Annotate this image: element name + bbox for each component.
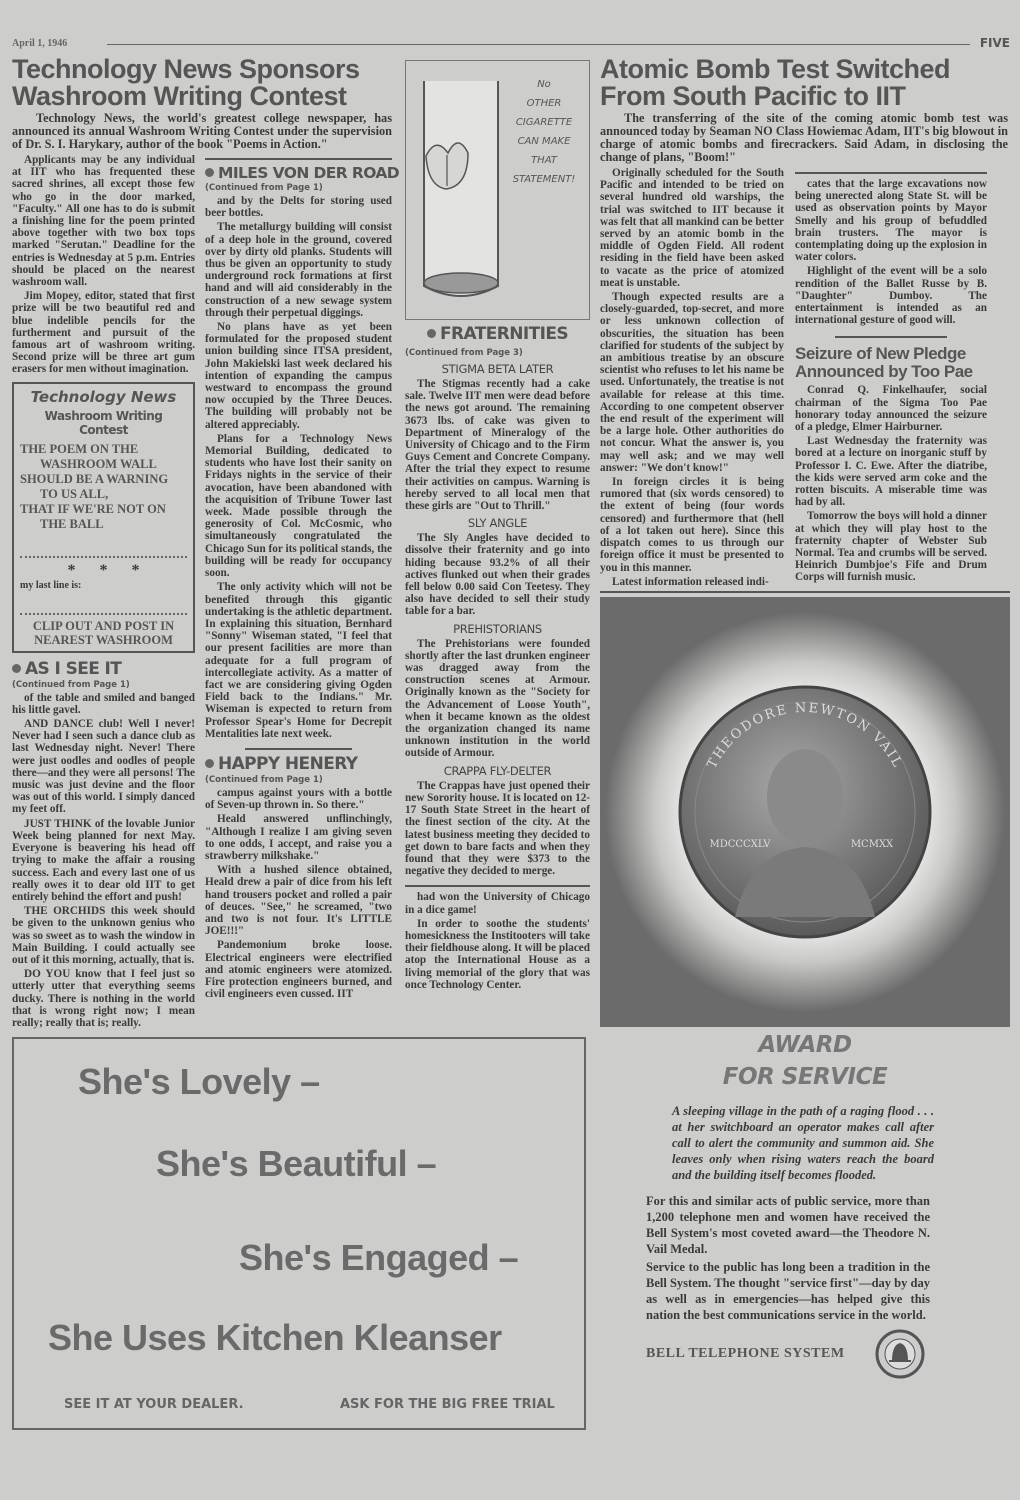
ad-line: She's Engaged – [239,1237,519,1279]
paragraph: had won the University of Chicago in a dice game! [405,891,590,916]
paragraph: Highlight of the event will be a solo rendition of the Ballet Russe by B. "Daughter" Dumboy. The entertainment is intended as an international gesture of good will. [795,265,987,327]
headline-line: From South Pacific to IIT [600,81,906,111]
paragraph: For this and similar acts of public service, more than 1,200 telephone men and women have received the Bell System's most coveted award—the Theodore N. Vail Medal. [646,1193,930,1256]
contest-entry-box [12,382,195,653]
column-5 [795,172,987,584]
dotted-line [20,546,187,558]
paragraph: AND DANCE club! Well I never! Never had I seen such a dance club as last Wednesday night. Never! There were just oodles and oodles of people there—and they were all persons! The music was just devine and the floor was out of this world. I simply danced my feet off. [12,718,195,816]
atomic-headline [600,56,1010,110]
svg-text:THEODORE NEWTON VAIL: THEODORE NEWTON VAIL [704,700,906,772]
divider [245,748,352,750]
contest-headline [12,56,392,110]
headline-line: Washroom Writing Contest [12,81,347,111]
paragraph: The metallurgy building will consist of a deep hole in the ground, covered over by dirty old planks. Students will thus be given an opportunity to study underground rock formations at first hand and will aid considerably in the construction of a new sewage system through their perpetual diggings. [205,221,392,319]
left-columns [12,56,590,1029]
paragraph: With a hushed silence obtained, Heald drew a pair of dice from his left hand trousers pocket and rolled a pair of deuces. "See," he screamed, "two and two is not four. It's LITTLE JOE!!!" [205,864,392,938]
subsection-title: CRAPPA FLY-DELTER [443,763,552,778]
poem-line: THE BALL [40,516,104,531]
bullet-icon [427,329,436,338]
column-2 [205,158,400,1001]
paragraph: Latest information released indi- [612,575,769,588]
last-line-label: my last line is: [20,579,82,591]
issue-date: April 1, 1946 [12,38,68,49]
paragraph: cates that the large excavations now being unerected along State St. will be used as observation points by Mayor Smelly and his group of befuddled brain trusters. The mayor is contemplating doing up the explosion in water colors. [795,178,987,264]
poem-line: THE POEM ON THE [20,441,139,456]
paragraph: Plans for a Technology News Memorial Building, dedicated to students who have lost their sanity on Fridays nights in the service of their avocation, have been abandoned with the acquisition of Tribune Tower last week. Made possible through the generosity of Col. McCosmic, who simultaneously congratulated the Chicago Sun for its political stands, the building will be ready for occupancy soon. [205,432,392,580]
bullet-icon [12,664,21,673]
cigarette-cartoon [405,60,590,320]
paragraph: Jim Mopey, editor, stated that first prize will be two beautiful red and blue indelible pencils for the furtherment and pursuit of the famous art of washroom writing. Second prize will be three art gum erasers for men without imagination. [12,290,195,376]
paragraph: campus against yours with a bottle of Seven-up thrown in. So there." [205,786,392,812]
divider [405,885,590,887]
paragraph: The Crappas have just opened their new Sorority house. It is located on 12-17 South State Street in the heart of the finest section of the city. At the latest business meeting they decided to get down to bare facts and when they found that they were $373 to the negative they decided to merge. [405,779,591,878]
pledge-headline: Seizure of New Pledge Announced by Too Pae [795,344,973,382]
paragraph: DO YOU know that I feel just so utterly utter that everything seems ducky. There is nothing in the world that is wrong right now; I mean really; really that is; really. [12,968,195,1029]
section-heading-as-i-see-it: AS I SEE IT [12,659,195,679]
box-footer: CLIP OUT AND POST IN NEAREST WASHROOM [32,618,175,647]
bottom-rule [600,591,1010,593]
paragraphs [205,195,392,740]
paragraphs [795,384,987,583]
masthead [12,38,1010,52]
paragraph: Service to the public has long been a tradition in the Bell System. The thought "service first"—day by day as well as in emergencies—has helped give this nation the best communications service in the world. [646,1259,930,1322]
ad-line: She's Lovely – [78,1061,320,1103]
paragraph: Heald answered unflinchingly, "Although I realize I am giving seven to one odds, I accept, and raise you a strawberry milkshake." [205,813,392,862]
paragraph: The only activity which will not be benefited through this gigantic undertaking is the athletic department. In explaining this situation, Bernhard "Sonny" Wiseman stated, "I feel that our present facilities are more than adequate for a full program of intercollegiate activity. As a matter of fact we are considering giving Ogden Field back to the Indians." Mr. Wiseman is expected to return from Professor Spear's Home for Decrepit Mentalities late next week. [205,581,392,740]
paragraph: Applicants may be any individual at IIT who has frequented these sacred shrines, all except those few who go in the door marked, "Faculty." All one has to do is submit a finishing line for the poem printed above together with two box tops marked "Serutan." Deadline for the entries is Wednesday at 5 p.m. Entries should be placed on the nearest washroom wall. [12,154,195,289]
paragraph: In foreign circles it is being rumored that (six words censored) to the extent of being (four words censored) and furthermore that (hell of a lot taken out here). Since this dispatch comes to us through our foreign office it must be presented to you in this manner. [600,476,784,574]
right-half [600,56,1010,1379]
headline-line: Atomic Bomb Test Switched [600,54,951,84]
continued-note: (Continued from Page 1) [205,183,323,193]
stars: * * * [67,561,140,579]
paragraphs [646,1193,930,1323]
bell-logo-icon [875,1329,925,1379]
paragraph: THE ORCHIDS this week should be given to the unknown genius who was so sweet as to wash the window in Main Building. I could actually see out of it this morning, actually, that is. [12,905,195,966]
ad-footer-right: ASK FOR THE BIG FREE TRIAL [340,1397,555,1413]
box-subtitle: Washroom Writing Contest [44,408,163,437]
poem-line: SHOULD BE A WARNING [20,471,169,486]
column-3 [405,324,590,991]
paragraph: In order to soothe the students' homesickness the Institooters will take their fieldhouse along. It will be placed atop the International House as a living memorial of the glory that was once Technology Center. [405,917,590,991]
subsections [405,362,590,877]
paragraphs [600,167,784,588]
divider [835,336,947,338]
columns-1-2 [12,154,400,1029]
masthead-rule [107,44,970,45]
subsection-title: PREHISTORIANS [453,621,542,636]
paragraph: of the table and smiled and banged his little gavel. [12,691,195,716]
cartoon-caption: No OTHER CIGARETTE CAN MAKE THAT STATEMENT! [512,79,576,185]
continued-note: (Continued from Page 1) [205,774,323,785]
paragraph: A sleeping village in the path of a raging flood . . . at her switchboard an operator makes call after call to alert the community and summon aid. She leaves only when rising waters reach the board and the building itself becomes flooded. [672,1103,934,1182]
svg-text:MCMXX: MCMXX [850,838,894,850]
contest-story [12,54,400,1029]
bell-signature-row [646,1329,1010,1379]
continued-note: (Continued from Page 3) [405,348,523,358]
divider [795,172,987,174]
paragraphs [12,692,195,1029]
entry-line[interactable] [20,603,187,615]
column-3-wrapper [405,60,590,991]
ad-title: AWARD FOR SERVICE [722,1031,888,1090]
paragraphs [205,787,392,1000]
subsection-title: SLY ANGLE [467,516,528,531]
paragraph: Tomorrow the boys will hold a dinner at which they will play host to the fraternity chapter of Webster Sub Normal. Tea and crumbs will be served. Heinrich Dumbjoe's Fife and Drum Corps will furnish music. [795,510,987,584]
paragraphs [12,154,195,376]
paragraph: Originally scheduled for the South Pacific and intended to be tried on several hundred old warships, the trial was switched to IIT because it was felt that all mankind can be better served by an atomic bomb in the middle of Ogden Field. All rodent residing in the field have been asked to vacate as the price of atomized meat is unstable. [600,167,784,289]
page-number: FIVE [979,36,1010,50]
svg-text:MDCCCXLV: MDCCCXLV [709,838,771,850]
column-1 [12,154,195,1029]
bullet-icon [205,759,214,768]
left-half [12,56,590,1430]
paragraph: The Stigmas recently had a cake sale. Twelve IIT men were dead before the news got around. The remaining 3673 lbs. of cake was given to Department of Mineralogy of the University of Chicago and to the Firm Guys Cement and Concrete Company. After the trial they expect to resume their activities on campus. Warning is hereby served to all local men that these girls are "Out to Thrill." [405,378,590,513]
ad-line: She's Beautiful – [156,1143,437,1185]
paragraph: and by the Delts for storing used beer bottles. [205,195,392,220]
lead-paragraph: The transferring of the site of the coming atomic bomb test was announced today by Seaman NO Class Howiemac Adam, IIT's big blowout in charge of atomic bombs and firecrackers. Said Adam, in disclosing the change of plans, "Boom!" [600,111,1008,164]
headline-line: Technology News Sponsors [12,54,360,84]
kleanser-ad [12,1037,586,1430]
poem-line: THAT IF WE'RE NOT ON [20,501,166,516]
vail-medal-photo [600,597,1010,1027]
paragraph: Pandemonium broke loose. Electrical engineers were electrified and atomic engineers were atomized. Fire protection engineers burned, and civil engineers even cussed. IIT [205,939,392,1001]
lead-paragraph: Technology News, the world's greatest college newspaper, has announced its annual Washroom Writing Contest under the supervision of Dr. S. I. Harykary, author of the book "Poems in Action." [12,111,392,151]
bullet-icon [205,168,214,177]
paragraph: Conrad Q. Finkelhaufer, social chairman of the Sigma Too Pae honorary today announced the seizure of a pledge, Elmer Hairburner. [795,384,987,434]
paragraph: No plans have as yet been formulated for the proposed student union building since ITSA president, John Makielski last week declared his intention of expanding the campus westward to encompass the ground now occupied by the Three Deuces. The building will probably not be altered appreciably. [205,321,392,431]
column-4 [600,167,784,588]
subsection-title: STIGMA BETA LATER [441,362,554,376]
paragraphs [405,891,590,991]
poem-line: TO US ALL, [40,486,109,501]
paragraph: JUST THINK of the lovable Junior Week being planned for next May. Everyone is beavering his head off trying to make the affair a rousing success. Each and every last one of us really owes it to dear old IIT to get entirely behind the effort and push! [12,817,195,903]
paragraph: The Sly Angles have decided to dissolve their fraternity and go into hiding because 93.2% of all their actives flunked out when their grades fell below 0.00 said Con Teetesy. They also have decided to sell their study table for a bar. [405,532,590,618]
medal-image [600,597,1010,1027]
paragraph: The Prehistorians were founded shortly after the last drunken engineer was dragged away from the construction scenes at Armour. Originally known as the "Society for the Advancement of Loose Youth", when it became known as the oldest the organization changed its name unknown institution in the world outside of Armour. [405,637,590,760]
section-heading-miles: MILES VON DER ROAD [205,164,392,182]
paragraph: Though expected results are a closely-guarded, top-secret, and more or less unknown collection of obscurities, the situation has been clarified for students of the subject by an ambitious treatise by an obscure scientist who refuses to let his name be used. Unfortunately, the treatise is not available for release at this time. According to one competent observer the end result of the experiment will be a large hole. Other authorities do not concur. What the answer is, you may well ask; and we may well answer: "We don't know!" [600,291,784,474]
ad-line: She Uses Kitchen Kleanser [48,1317,502,1359]
ad-italic-copy [672,1103,934,1183]
bell-award-ad [600,1029,1010,1379]
poem-line: WASHROOM WALL [40,456,157,471]
bell-signature: BELL TELEPHONE SYSTEM [646,1345,845,1361]
continued-note: (Continued from Page 1) [12,679,130,690]
paragraphs [795,178,987,326]
ad-footer-left: SEE IT AT YOUR DEALER. [64,1397,244,1413]
section-heading-henery: HAPPY HENERY [205,754,392,774]
contest-lead [12,112,392,151]
box-title: Technology News [30,387,177,406]
atomic-lead [600,112,1008,164]
columns-4-5 [600,167,1010,588]
paragraph: Last Wednesday the fraternity was bored at a lecture on inorganic stuff by Professor I. C. Ewe. After the diatribe, the kids were served arm coke and the rotten biscuits. A miserable time was had by all. [795,435,987,509]
divider [205,158,392,160]
section-heading-fraternities: FRATERNITIES [405,324,590,344]
poem [20,442,187,532]
